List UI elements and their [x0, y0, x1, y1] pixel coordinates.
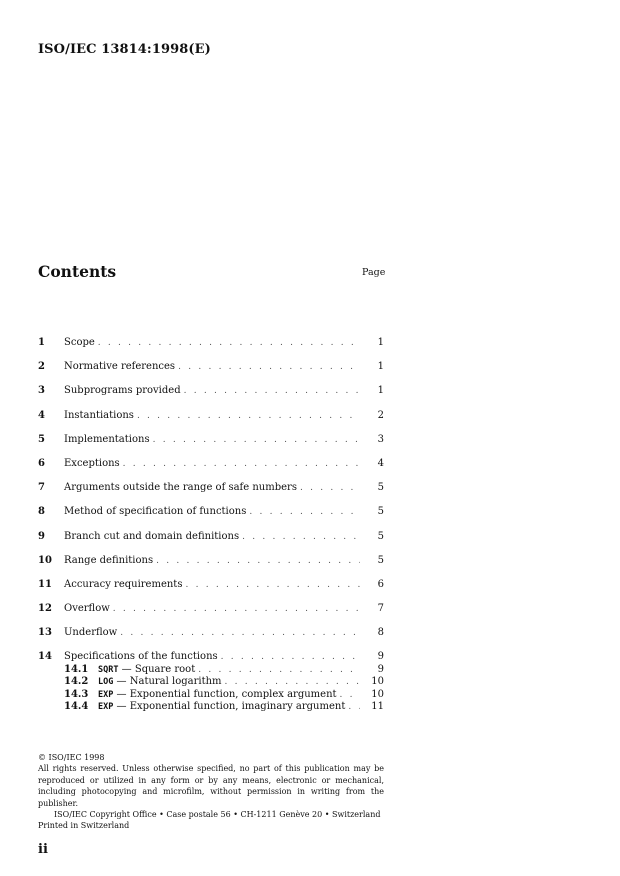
- document-id: ISO/IEC 13814:1998(E): [38, 42, 211, 57]
- table-of-contents: [38, 337, 384, 714]
- toc-title: Method of specification of functions: [64, 506, 247, 518]
- toc-number: 14: [38, 651, 52, 663]
- toc-number: 5: [38, 433, 45, 445]
- toc-title: Instantiations: [64, 409, 134, 421]
- toc-entry[interactable]: [38, 458, 384, 482]
- toc-entry[interactable]: [38, 627, 384, 651]
- toc-subtitle: — Square root: [121, 663, 196, 675]
- toc-subnumber: 14.3: [64, 688, 89, 700]
- toc-title: Underflow: [64, 627, 118, 639]
- toc-page: 1: [377, 385, 384, 397]
- publisher-address: ISO/IEC Copyright Office • Case postale 56 • CH-1211 Genève 20 • Switzerland: [54, 810, 381, 820]
- toc-entry[interactable]: [38, 337, 384, 361]
- toc-page: 10: [371, 688, 384, 700]
- toc-page: 2: [377, 409, 384, 421]
- toc-subnumber: 14.1: [64, 663, 89, 675]
- toc-number: 2: [38, 361, 45, 373]
- toc-subtitle: — Natural logarithm: [116, 676, 222, 688]
- toc-number: 7: [38, 482, 45, 494]
- toc-page: 11: [371, 701, 384, 713]
- toc-number: 12: [38, 603, 52, 615]
- toc-page: 8: [377, 627, 384, 639]
- toc-page: 5: [377, 530, 384, 542]
- toc-subentry[interactable]: [38, 676, 384, 689]
- toc-number: 1: [38, 337, 45, 348]
- toc-entry[interactable]: [38, 531, 384, 555]
- toc-entry[interactable]: [38, 555, 384, 579]
- copyright-notice: [38, 752, 384, 832]
- toc-page: 1: [377, 361, 384, 373]
- toc-page: 9: [377, 651, 384, 663]
- toc-page: 5: [377, 506, 384, 518]
- toc-subentry[interactable]: [38, 689, 384, 702]
- toc-title: Accuracy requirements: [64, 578, 183, 590]
- toc-title: Branch cut and domain definitions: [64, 530, 240, 542]
- toc-number: 4: [38, 409, 45, 421]
- copyright-line: © ISO/IEC 1998: [38, 753, 105, 762]
- toc-entry[interactable]: [38, 506, 384, 530]
- toc-title: Implementations: [64, 433, 150, 445]
- toc-page: 3: [377, 433, 384, 445]
- page-column-label: Page: [362, 267, 386, 278]
- toc-number: 10: [38, 554, 52, 566]
- page-number: ii: [38, 842, 48, 857]
- toc-number: 8: [38, 506, 45, 518]
- rights-statement: All rights reserved. Unless otherwise specified, no part of this publication may be reproduced or utilized in any form or by any means, electronic or mechanical, including photocopying and microfilm, without permission in writing from the publisher.: [38, 764, 384, 808]
- toc-entry[interactable]: [38, 385, 384, 409]
- printed-in: Printed in Switzerland: [38, 821, 130, 831]
- toc-entry[interactable]: [38, 603, 384, 627]
- toc-subtitle: — Exponential function, imaginary argument: [116, 701, 346, 713]
- toc-title: Overflow: [64, 603, 110, 615]
- toc-title: Normative references: [64, 361, 176, 373]
- function-code: LOG: [98, 677, 114, 688]
- toc-title: Exceptions: [64, 457, 120, 469]
- toc-subnumber: 14.2: [64, 676, 89, 688]
- function-code: EXP: [98, 702, 114, 713]
- toc-entry[interactable]: [38, 434, 384, 458]
- toc-number: 11: [38, 578, 52, 590]
- toc-subnumber: 14.4: [64, 701, 89, 713]
- toc-title: Scope: [64, 337, 95, 348]
- toc-number: 9: [38, 530, 45, 542]
- toc-page: 1: [377, 337, 384, 348]
- toc-page: 6: [377, 578, 384, 590]
- toc-page: 9: [377, 663, 384, 675]
- toc-entry[interactable]: [38, 579, 384, 603]
- function-code: EXP: [98, 689, 114, 700]
- toc-number: 3: [38, 385, 45, 397]
- contents-title: Contents: [38, 262, 117, 281]
- toc-subtitle: — Exponential function, complex argument: [116, 688, 337, 700]
- toc-title: Specifications of the functions: [64, 651, 218, 663]
- toc-page: 5: [377, 482, 384, 494]
- toc-subsections: [38, 664, 384, 714]
- toc-subentry[interactable]: [38, 701, 384, 714]
- function-code: SQRT: [98, 664, 119, 675]
- toc-page: 4: [377, 457, 384, 469]
- toc-page: 10: [371, 676, 384, 688]
- toc-entry[interactable]: [38, 361, 384, 385]
- toc-number: 13: [38, 627, 52, 639]
- toc-subentry[interactable]: [38, 664, 384, 677]
- toc-title: Subprograms provided: [64, 385, 181, 397]
- toc-entry[interactable]: [38, 482, 384, 506]
- toc-page: 7: [377, 603, 384, 615]
- toc-title: Range definitions: [64, 554, 154, 566]
- toc-page: 5: [377, 554, 384, 566]
- toc-title: Arguments outside the range of safe numbers: [64, 482, 297, 494]
- toc-entry[interactable]: [38, 410, 384, 434]
- toc-number: 6: [38, 457, 45, 469]
